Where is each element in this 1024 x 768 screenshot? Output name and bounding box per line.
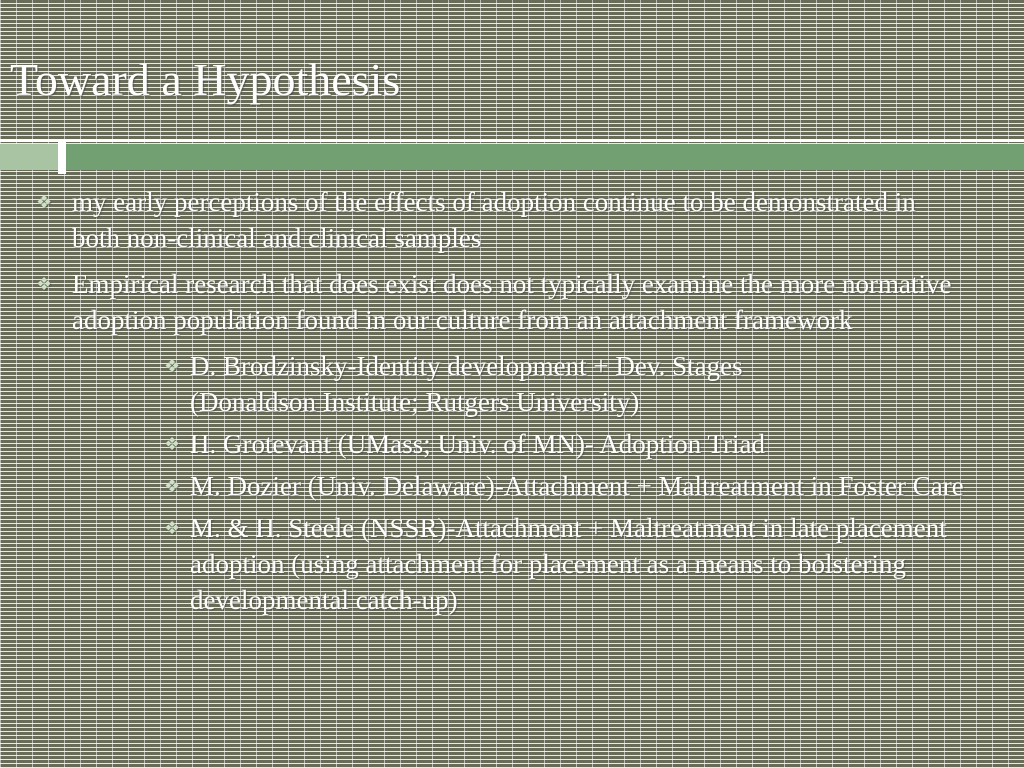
diamond-bullet-icon: ❖ <box>164 434 181 454</box>
sub-bullet-text: M. & H. Steele (NSSR)-Attachment + Maltreatment in late placement adoption (using attachment for placement as a means to bolstering developmental catch-up) <box>190 513 947 615</box>
sub-bullet-continuation: (Donaldson Institute; Rutgers University) <box>190 387 640 417</box>
diamond-bullet-icon: ❖ <box>164 356 181 376</box>
sub-bullet-item <box>0 348 1024 420</box>
diamond-bullet-icon: ❖ <box>164 518 181 538</box>
title-divider-line <box>0 139 1024 142</box>
bullet-text: Empirical research that does exist does not typically examine the more normative adoption population found in our culture from an attachment framework <box>72 269 952 335</box>
title-accent-bar-light <box>0 144 58 170</box>
title-accent-bar-gap <box>58 140 66 174</box>
bullet-item <box>0 266 1024 338</box>
sub-bullet-text: D. Brodzinsky-Identity development + Dev. Stages <box>190 351 743 381</box>
sub-bullet-text: H. Grotevant (UMass; Univ. of MN)- Adoption Triad <box>190 429 765 459</box>
sub-bullet-item <box>0 468 1024 504</box>
title-accent-bar-dark <box>66 144 1024 170</box>
diamond-bullet-icon: ❖ <box>36 274 53 294</box>
sub-bullet-item <box>0 426 1024 462</box>
diamond-bullet-icon: ❖ <box>164 476 181 496</box>
slide-title: Toward a Hypothesis <box>10 54 401 105</box>
sub-bullet-text: M. Dozier (Univ. Delaware)-Attachment + Maltreatment in Foster Care <box>190 471 964 501</box>
slide-content <box>0 184 1024 624</box>
diamond-bullet-icon: ❖ <box>36 192 53 212</box>
bullet-item <box>0 184 1024 256</box>
bullet-text: my early perceptions of the effects of adoption continue to be demonstrated in both non-clinical and clinical samples <box>72 187 916 253</box>
sub-bullet-item <box>0 510 1024 618</box>
